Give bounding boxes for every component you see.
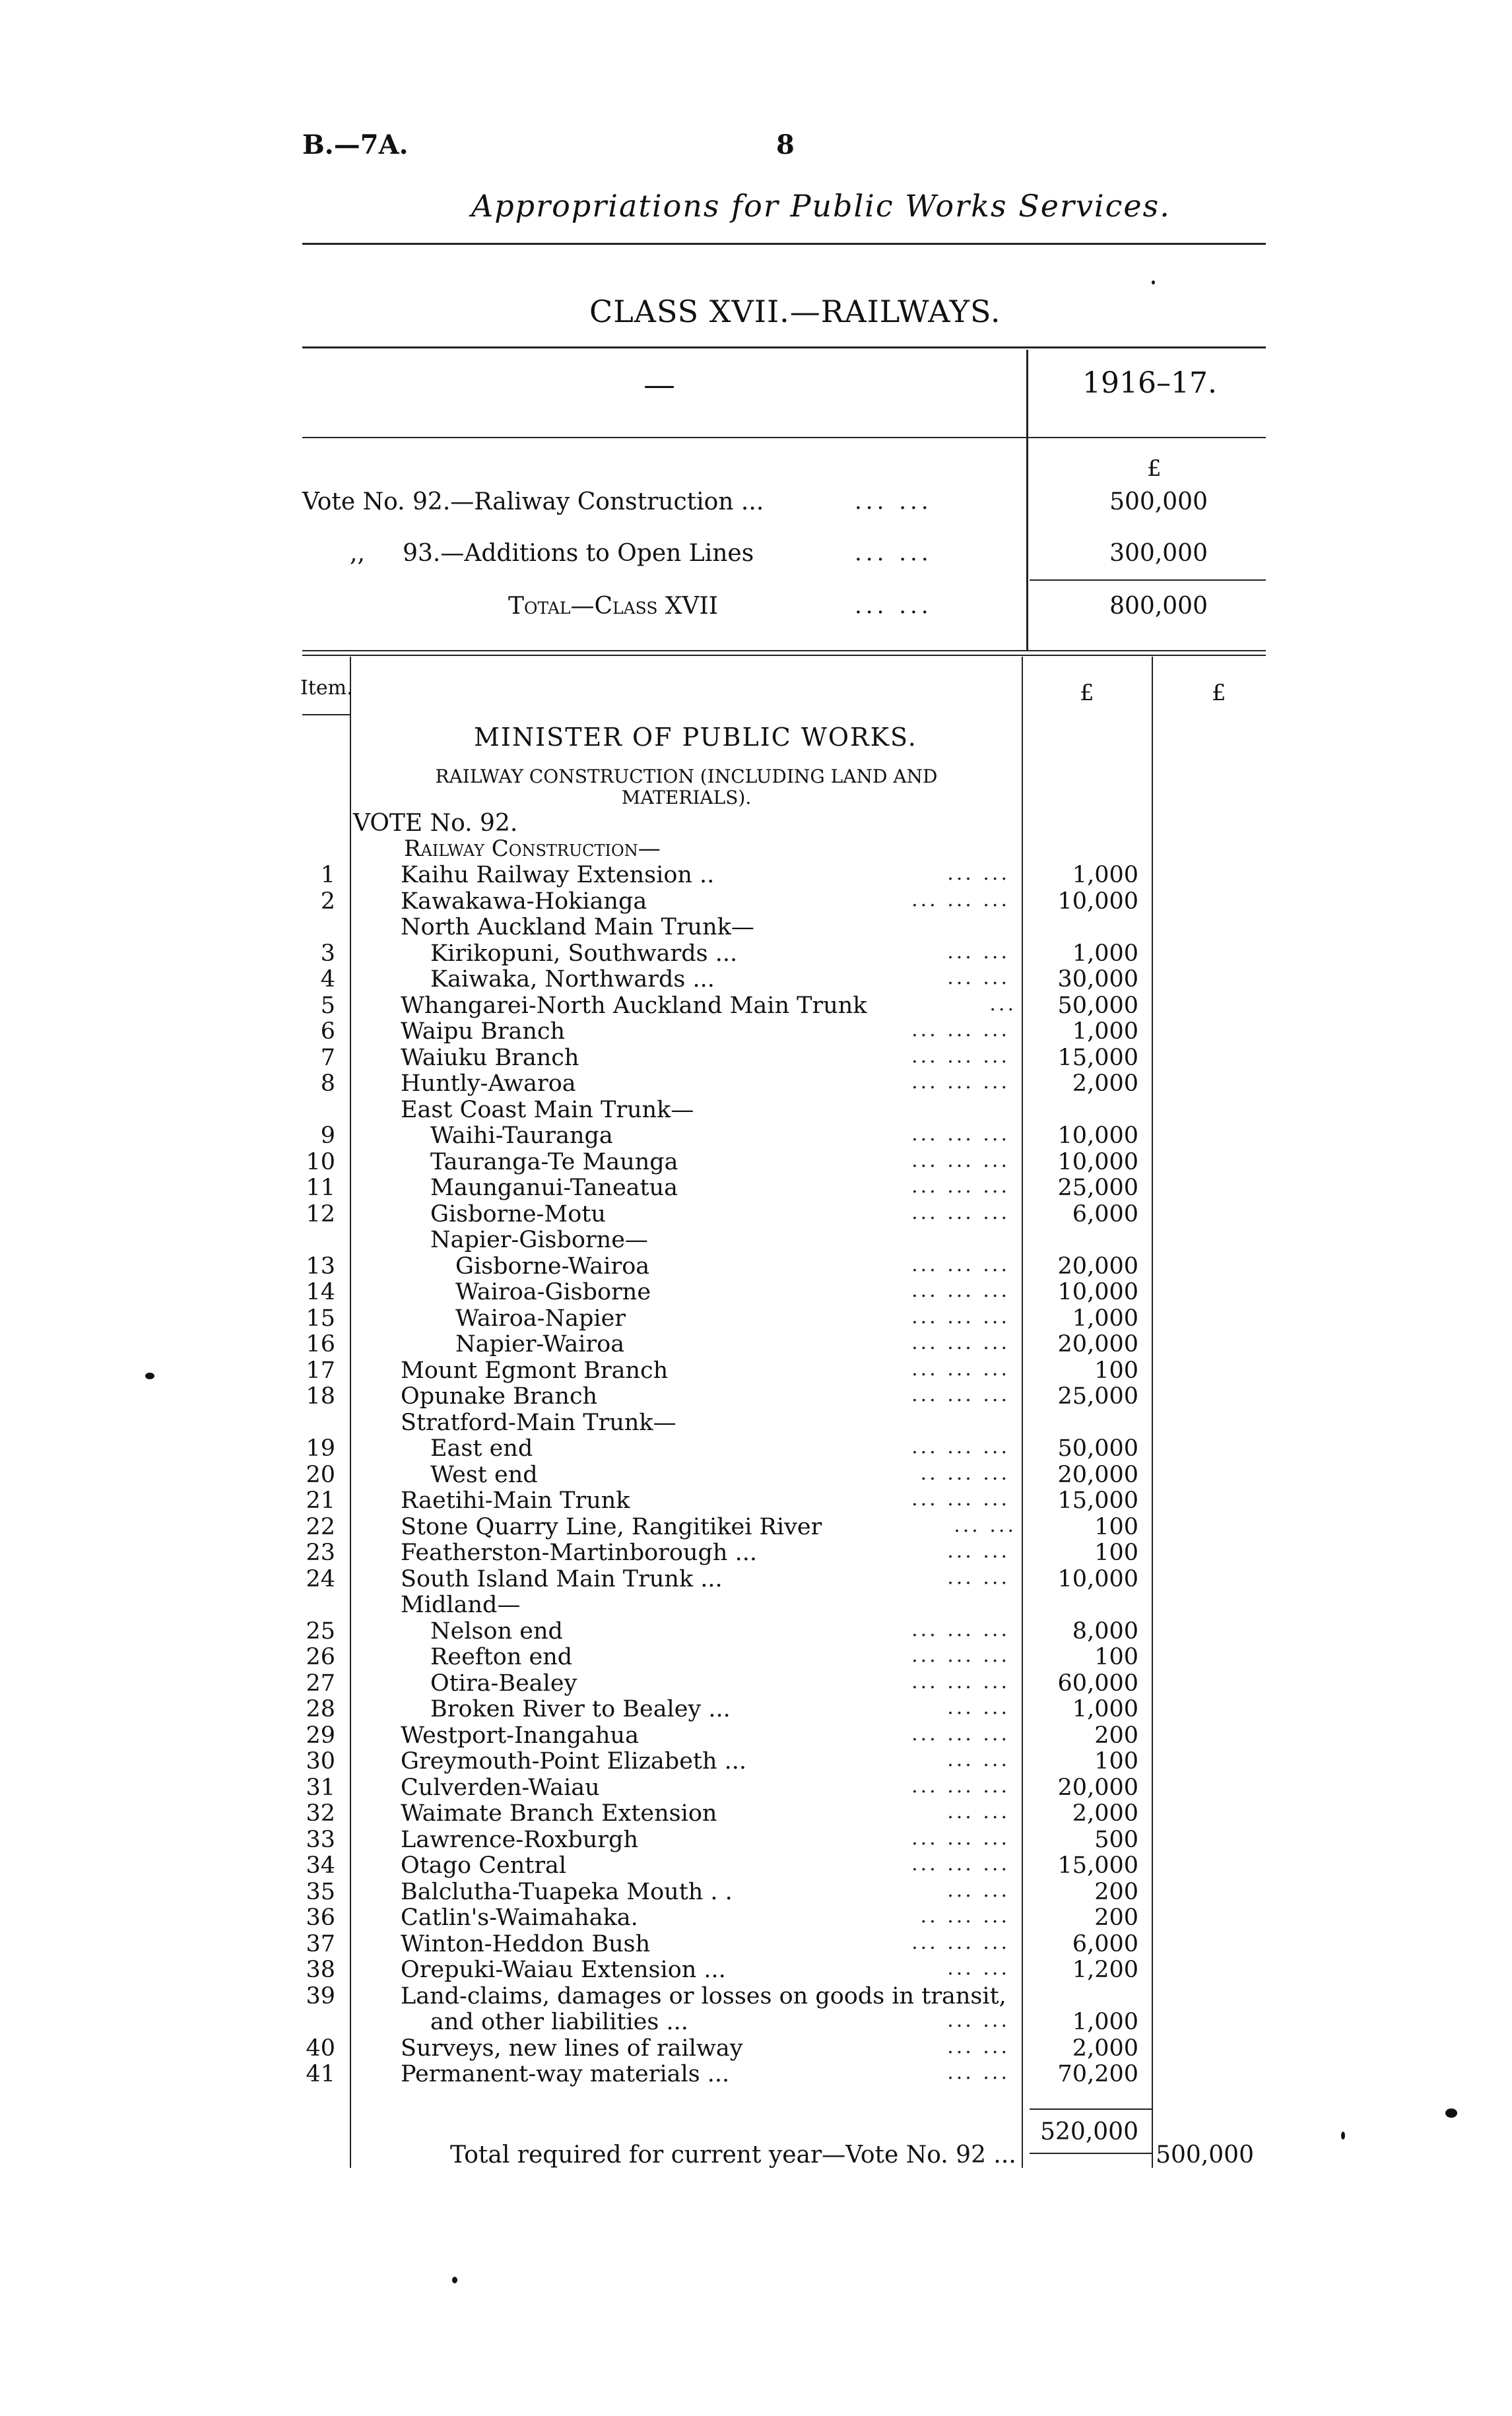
summary-total-rule (1030, 579, 1266, 581)
item-amount: 10,000 (1057, 1148, 1138, 1175)
item-label: North Auckland Main Trunk— (401, 914, 754, 940)
item-number: 4 (320, 966, 335, 993)
item-label: Catlin's-Waimahaka. (401, 1905, 638, 1931)
leader-dots: ... ... ... (911, 1148, 1010, 1172)
item-label: Napier-Gisborne— (430, 1227, 648, 1253)
item-amount: 70,200 (1057, 2061, 1138, 2087)
leader-dots: ... ... ... (911, 1200, 1010, 1224)
item-amount: 100 (1094, 1748, 1138, 1775)
item-label: Land-claims, damages or losses on goods in transit, (401, 1982, 1006, 2009)
table-row (0, 1722, 1512, 1748)
table-row (0, 1331, 1512, 1357)
leader-dots: ... ... ... (911, 1123, 1010, 1146)
table-row (0, 1827, 1512, 1852)
item-label: Kaiwaka, Northwards ... (430, 966, 715, 993)
summary-column-rule (1026, 350, 1028, 650)
item-label: Kirikopuni, Southwards ... (430, 940, 738, 967)
item-amount: 20,000 (1057, 1461, 1138, 1488)
item-number: 38 (306, 1957, 335, 1983)
scan-speck (1445, 2108, 1457, 2118)
item-label: Raetihi-Main Trunk (401, 1487, 630, 1514)
item-label: Tauranga-Te Maunga (430, 1148, 678, 1175)
item-number: 2 (320, 888, 335, 915)
vote-heading: VOTE No. 92. (353, 810, 518, 837)
item-number: 21 (306, 1487, 335, 1514)
page-number: 8 (776, 129, 795, 160)
item-amount: 20,000 (1057, 1774, 1138, 1801)
item-label: Westport-Inangahua (401, 1722, 639, 1749)
leader-dots: ... ... (947, 940, 1010, 963)
item-label: Greymouth-Point Elizabeth ... (401, 1748, 747, 1775)
leader-dots: ... ... ... (911, 1044, 1010, 1068)
item-amount: 1,000 (1072, 862, 1138, 888)
leader-dots: ... ... (947, 862, 1010, 885)
table-row (0, 1644, 1512, 1670)
item-number: 5 (320, 992, 335, 1019)
table-row (0, 1957, 1512, 1982)
leader-dots: ... ... (947, 1565, 1010, 1589)
title-rule (302, 243, 1266, 245)
item-label: Surveys, new lines of railway (401, 2035, 743, 2062)
item-label: Culverden-Waiau (401, 1774, 600, 1801)
leader-dots: ... ... ... (911, 1279, 1010, 1302)
item-label: Kawakawa-Hokianga (401, 888, 647, 915)
table-row (0, 1149, 1512, 1175)
leader-dots: ... ... ... (911, 1253, 1010, 1276)
section-subheading: RAILWAY CONSTRUCTION (INCLUDING LAND AND (435, 766, 938, 787)
leader-dots: ... ... (947, 1748, 1010, 1771)
item-label: Otira-Bealey (430, 1670, 577, 1697)
detail-currency-1: £ (1080, 680, 1094, 706)
table-row (0, 1670, 1512, 1696)
item-amount: 8,000 (1072, 1617, 1138, 1645)
item-amount: 6,000 (1072, 1930, 1138, 1957)
leader-dots: ... ... ... (911, 1852, 1010, 1876)
item-amount: 200 (1094, 1905, 1138, 1931)
item-number: 39 (306, 1982, 335, 2009)
item-number: 29 (306, 1722, 335, 1749)
item-number: 1 (320, 862, 335, 888)
summary-row-label: Vote No. 92.—Raliway Construction ... (302, 488, 764, 515)
leader-dots: ... ... (947, 2009, 1010, 2032)
item-label: Winton-Heddon Bush (401, 1930, 651, 1957)
table-row (0, 1070, 1512, 1096)
table-row (0, 888, 1512, 914)
table-row (0, 1514, 1512, 1540)
detail-top-rule (302, 650, 1266, 651)
item-label: Stratford-Main Trunk— (401, 1409, 676, 1436)
leader-dots: ... ... (954, 1513, 1016, 1537)
leader-dots: ... ... (947, 1878, 1010, 1902)
leader-dots: ... ... ... (911, 1383, 1010, 1406)
item-amount: 100 (1094, 1540, 1138, 1566)
leader-dots: ... ... (947, 2035, 1010, 2058)
item-label: Featherston-Martinborough ... (401, 1540, 757, 1566)
summary-total-label: Total—Class XVII (508, 593, 718, 620)
leader-dots: ... (989, 992, 1016, 1016)
item-label: Reefton end (430, 1644, 573, 1670)
table-row (0, 1696, 1512, 1722)
item-amount: 15,000 (1057, 1044, 1138, 1071)
item-number: 18 (306, 1383, 335, 1410)
summary-currency: £ (1147, 455, 1162, 482)
item-number: 24 (306, 1565, 335, 1592)
item-label: Waihi-Tauranga (430, 1123, 613, 1149)
item-amount: 200 (1094, 1878, 1138, 1905)
item-header-rule (302, 714, 350, 715)
item-amount: 15,000 (1057, 1852, 1138, 1879)
item-label: Whangarei-North Auckland Main Trunk (401, 992, 867, 1019)
item-label: Balclutha-Tuapeka Mouth . . (401, 1878, 733, 1905)
grand-total-rule (1030, 2153, 1152, 2154)
table-row (0, 2061, 1512, 2087)
item-amount: 10,000 (1057, 1279, 1138, 1305)
item-amount: 2,000 (1072, 1070, 1138, 1097)
item-label: Permanent-way materials ... (401, 2061, 730, 2087)
item-number: 17 (306, 1357, 335, 1384)
leader-dots: ... ... ... (911, 888, 1010, 911)
item-number: 27 (306, 1670, 335, 1697)
item-number: 14 (306, 1279, 335, 1305)
item-number: 30 (306, 1748, 335, 1775)
document-reference: B.—7A. (302, 129, 409, 160)
summary-total-amount: 800,000 (1109, 593, 1208, 620)
summary-year-header: 1916–17. (1082, 366, 1217, 400)
leader-dots: ... ... ... (911, 1930, 1010, 1954)
table-row (0, 1462, 1512, 1487)
leader-dots: ... ... (947, 1957, 1010, 1980)
item-number: 15 (306, 1305, 335, 1332)
item-amount: 100 (1094, 1513, 1138, 1540)
summary-header-rule (302, 437, 1266, 438)
ministry-heading: MINISTER OF PUBLIC WORKS. (474, 723, 917, 752)
table-row (0, 1018, 1512, 1044)
item-amount: 1,000 (1072, 940, 1138, 967)
leader-dots: ... ... (947, 1540, 1010, 1563)
table-row (0, 1879, 1512, 1905)
detail-top-rule-2 (302, 655, 1266, 656)
subtotal-amount: 520,000 (1040, 2118, 1138, 2145)
table-row (0, 1253, 1512, 1279)
table-row (0, 2035, 1512, 2061)
item-number: 36 (306, 1905, 335, 1931)
item-label: Wairoa-Napier (455, 1305, 626, 1332)
summary-row-dots: ... ... (855, 488, 933, 515)
item-number: 13 (306, 1253, 335, 1280)
table-row (0, 1357, 1512, 1383)
item-label: Gisborne-Wairoa (455, 1253, 650, 1280)
item-amount: 500 (1094, 1826, 1138, 1853)
leader-dots: .. ... ... (920, 1461, 1010, 1485)
leader-dots: ... ... ... (911, 1617, 1010, 1641)
section-subheading-cont: MATERIALS). (621, 787, 752, 808)
railway-construction-heading: Railway Construction— (404, 835, 661, 862)
leader-dots: ... ... ... (911, 1331, 1010, 1354)
summary-dash: — (643, 366, 675, 403)
item-label: Wairoa-Gisborne (455, 1279, 651, 1305)
item-label: Broken River to Bealey ... (430, 1696, 731, 1722)
item-label: Waiuku Branch (401, 1044, 579, 1071)
item-label: Nelson end (430, 1617, 563, 1645)
table-row (0, 1748, 1512, 1774)
table-row (0, 966, 1512, 992)
item-number: 7 (320, 1044, 335, 1071)
item-amount: 10,000 (1057, 888, 1138, 915)
table-row (0, 862, 1512, 888)
table-row (0, 1383, 1512, 1409)
item-label: Waipu Branch (401, 1018, 566, 1045)
summary-row-amount: 300,000 (1109, 540, 1208, 567)
item-amount: 1,000 (1072, 1696, 1138, 1722)
summary-row-dots: ... ... (855, 593, 933, 619)
item-number: 32 (306, 1800, 335, 1827)
table-row (0, 1540, 1512, 1565)
table-row (0, 1279, 1512, 1305)
item-number: 6 (320, 1018, 335, 1045)
scan-speck (452, 2277, 457, 2283)
item-number: 22 (306, 1513, 335, 1540)
table-row (0, 1435, 1512, 1461)
table-row (0, 993, 1512, 1018)
item-number: 20 (306, 1461, 335, 1488)
grand-total-amount: 500,000 (1156, 2141, 1254, 2169)
leader-dots: .. ... ... (920, 1905, 1010, 1928)
item-number: 3 (320, 940, 335, 967)
table-row (0, 1566, 1512, 1592)
table-row (0, 1227, 1512, 1253)
table-row (0, 1800, 1512, 1826)
item-number: 25 (306, 1617, 335, 1645)
scan-speck (1152, 280, 1155, 284)
item-amount: 200 (1094, 1722, 1138, 1749)
leader-dots: ... ... ... (911, 1070, 1010, 1094)
table-row (0, 1775, 1512, 1800)
item-label: Orepuki-Waiau Extension ... (401, 1957, 726, 1983)
table-row (0, 1175, 1512, 1200)
leader-dots: ... ... ... (911, 1175, 1010, 1198)
table-row (0, 1618, 1512, 1644)
leader-dots: ... ... (947, 1800, 1010, 1823)
item-amount: 1,000 (1072, 2009, 1138, 2035)
item-label: Otago Central (401, 1852, 567, 1879)
table-row (0, 1487, 1512, 1513)
item-number: 28 (306, 1696, 335, 1722)
item-label: Kaihu Railway Extension .. (401, 862, 715, 888)
item-amount: 50,000 (1057, 992, 1138, 1019)
item-amount: 60,000 (1057, 1670, 1138, 1697)
item-number: 37 (306, 1930, 335, 1957)
item-column-header: Item. (300, 676, 353, 700)
item-label: Waimate Branch Extension (401, 1800, 717, 1827)
table-row (0, 1123, 1512, 1148)
item-amount: 20,000 (1057, 1331, 1138, 1357)
item-number: 34 (306, 1852, 335, 1879)
table-row (0, 914, 1512, 940)
leader-dots: ... ... ... (911, 1018, 1010, 1041)
table-row (0, 1410, 1512, 1435)
item-label: Napier-Wairoa (455, 1331, 625, 1357)
leader-dots: ... ... ... (911, 1670, 1010, 1693)
leader-dots: ... ... ... (911, 1487, 1010, 1511)
item-number: 35 (306, 1878, 335, 1905)
item-number: 11 (306, 1175, 335, 1201)
table-row (0, 1097, 1512, 1123)
item-label: Stone Quarry Line, Rangitikei River (401, 1513, 822, 1540)
item-number: 10 (306, 1148, 335, 1175)
leader-dots: ... ... ... (911, 1722, 1010, 1746)
item-amount: 1,000 (1072, 1018, 1138, 1045)
item-label: West end (430, 1461, 538, 1488)
item-number: 8 (320, 1070, 335, 1097)
table-row (0, 2009, 1512, 2035)
item-number: 26 (306, 1644, 335, 1670)
summary-row-dots: ... ... (855, 540, 933, 566)
item-amount: 15,000 (1057, 1487, 1138, 1514)
leader-dots: ... ... (947, 2061, 1010, 2084)
leader-dots: ... ... ... (911, 1305, 1010, 1328)
item-amount: 1,200 (1072, 1957, 1138, 1983)
item-number: 41 (306, 2061, 335, 2087)
subtotal-rule (1030, 2108, 1152, 2110)
scan-speck (1341, 2132, 1345, 2139)
item-amount: 50,000 (1057, 1435, 1138, 1462)
item-number: 31 (306, 1774, 335, 1801)
table-row (0, 1931, 1512, 1957)
page-title: Appropriations for Public Works Services. (471, 188, 1171, 224)
detail-currency-2: £ (1212, 680, 1226, 706)
summary-row-label: ,, 93.—Additions to Open Lines (350, 540, 754, 567)
item-label: South Island Main Trunk ... (401, 1565, 723, 1592)
table-row (0, 1983, 1512, 2009)
table-row (0, 1905, 1512, 1930)
item-amount: 25,000 (1057, 1175, 1138, 1201)
table-row (0, 1201, 1512, 1227)
item-label: Maunganui-Taneatua (430, 1175, 678, 1201)
item-amount: 100 (1094, 1357, 1138, 1384)
item-label: Opunake Branch (401, 1383, 598, 1410)
leader-dots: ... ... ... (911, 1435, 1010, 1458)
item-label: Huntly-Awaroa (401, 1070, 576, 1097)
item-amount: 10,000 (1057, 1123, 1138, 1149)
item-number: 40 (306, 2035, 335, 2062)
item-number: 19 (306, 1435, 335, 1462)
item-label: and other liabilities ... (430, 2009, 688, 2035)
class-title: CLASS XVII.—RAILWAYS. (589, 294, 1001, 329)
table-row (0, 1305, 1512, 1331)
table-row (0, 940, 1512, 966)
item-number: 9 (320, 1123, 335, 1149)
table-row (0, 1045, 1512, 1070)
item-label: East end (430, 1435, 533, 1462)
item-number: 23 (306, 1540, 335, 1566)
summary-row-amount: 500,000 (1109, 488, 1208, 515)
item-amount: 25,000 (1057, 1383, 1138, 1410)
leader-dots: ... ... ... (911, 1774, 1010, 1798)
table-row (0, 1852, 1512, 1878)
item-label: Midland— (401, 1592, 521, 1618)
item-number: 33 (306, 1826, 335, 1853)
item-amount: 2,000 (1072, 2035, 1138, 2062)
item-amount: 6,000 (1072, 1200, 1138, 1227)
item-number: 12 (306, 1200, 335, 1227)
item-amount: 30,000 (1057, 966, 1138, 993)
leader-dots: ... ... (947, 966, 1010, 989)
item-amount: 100 (1094, 1644, 1138, 1670)
table-row (0, 1592, 1512, 1617)
item-label: Mount Egmont Branch (401, 1357, 669, 1384)
item-label: Gisborne-Motu (430, 1200, 606, 1227)
item-amount: 2,000 (1072, 1800, 1138, 1827)
total-label: Total required for current year—Vote No. 92 ... (450, 2141, 1016, 2169)
item-amount: 1,000 (1072, 1305, 1138, 1332)
item-number: 16 (306, 1331, 335, 1357)
leader-dots: ... ... ... (911, 1826, 1010, 1850)
leader-dots: ... ... (947, 1696, 1010, 1719)
item-label: East Coast Main Trunk— (401, 1096, 694, 1123)
summary-top-rule (302, 346, 1266, 348)
leader-dots: ... ... ... (911, 1357, 1010, 1381)
item-amount: 20,000 (1057, 1253, 1138, 1280)
item-label: Lawrence-Roxburgh (401, 1826, 638, 1853)
item-amount: 10,000 (1057, 1565, 1138, 1592)
scan-speck (145, 1373, 154, 1379)
leader-dots: ... ... ... (911, 1644, 1010, 1667)
